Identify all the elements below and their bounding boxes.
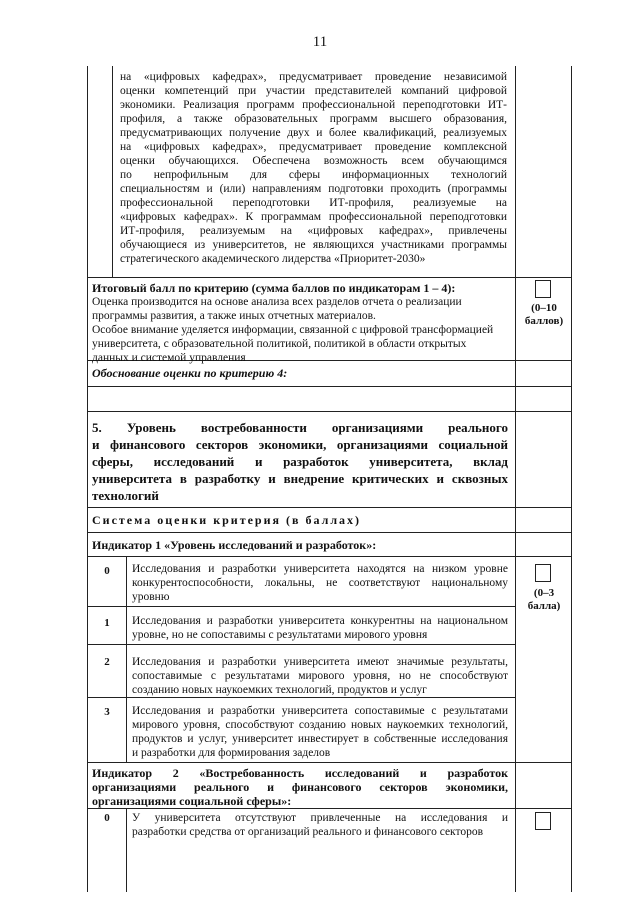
intro-line: профиля, а также образовательных программ высшего образования, bbox=[120, 113, 507, 125]
section5-heading-line: технологий bbox=[92, 488, 159, 503]
section5-heading-line: университета в разработку и внедрение критических и сквозных bbox=[92, 471, 508, 486]
intro-line: по непрофильным для сферы информационных технологий bbox=[120, 169, 507, 181]
intro-line: предусматривающих получение двух и более квалификаций, реализуемых bbox=[120, 127, 507, 139]
row-text-line: Исследования и разработки университета имеют значимые результаты, bbox=[132, 656, 508, 668]
indicator2-title-line: Индикатор 2 «Востребованность исследований и разработок bbox=[92, 766, 508, 780]
indicator2-score-0: 0 bbox=[104, 812, 110, 824]
intro-line: «цифровых кафедрах». К программам профессиональной переподготовки bbox=[120, 211, 507, 223]
intro-line: на «цифровых кафедрах», предусматривает проведение комплексной bbox=[120, 141, 507, 153]
total-score-checkbox[interactable] bbox=[535, 280, 551, 298]
indicator1-row-0-text bbox=[132, 562, 508, 604]
row-text-line: и разработки для формирования заделов bbox=[132, 747, 331, 759]
row-text-line: Исследования и разработки университета сопоставимые с результатами bbox=[132, 705, 508, 717]
indicator1-score-0: 0 bbox=[104, 565, 110, 577]
total-score-range-line: (0–10 bbox=[531, 302, 557, 314]
total-score-line: программы развития, а также иных отчетных материалов. bbox=[92, 310, 376, 322]
intro-line: профессиональной переподготовки ИТ-профиля, реализуемые на bbox=[120, 197, 507, 209]
row-text-line: уровню bbox=[132, 591, 170, 603]
total-score-range bbox=[517, 302, 571, 328]
intro-paragraph bbox=[120, 70, 507, 266]
total-score-line: Особое внимание уделяется информации, связанной с цифровой трансформацией bbox=[92, 324, 494, 336]
indicator1-range-line: балла) bbox=[527, 600, 561, 612]
indicator1-row-2-text bbox=[132, 655, 508, 697]
total-score-line: Оценка производится на основе анализа всех разделов отчета о реализации bbox=[92, 296, 462, 308]
row-text-line: Исследования и разработки университета находятся на низком уровне bbox=[132, 563, 508, 575]
indicator1-range-line: (0–3 bbox=[533, 587, 555, 599]
total-score-line: данных и системой управления bbox=[92, 352, 246, 364]
indicator1-range bbox=[517, 587, 571, 613]
intro-line: на «цифровых кафедрах», предусматривает проведение независимой bbox=[120, 71, 507, 83]
indicator2-title-line: организациями социальной сферы»: bbox=[92, 794, 292, 808]
indicator2-checkbox[interactable] bbox=[535, 812, 551, 830]
indicator2-title bbox=[92, 766, 508, 808]
intro-line: оценки обучающихся. Обеспечена возможность всем обучающимся bbox=[120, 155, 507, 167]
justification-label: Обоснование оценки по критерию 4: bbox=[92, 366, 288, 380]
indicator1-score-2: 2 bbox=[104, 656, 110, 668]
row-text-line: конкурентоспособности, локальны, не соответствуют национальному bbox=[132, 577, 508, 589]
intro-line: оценки компетенций при участии представителей компаний цифровой bbox=[120, 85, 507, 97]
section5-heading-line: 5. Уровень востребованности организациями реального bbox=[92, 420, 508, 435]
indicator2-row-0-text bbox=[132, 811, 508, 839]
intro-line: специальностям и (или) направлениям подготовки проходить (программы bbox=[120, 183, 507, 195]
row-text-line: мирового уровня, способствуют созданию новых наукоемких технологий, bbox=[132, 719, 508, 731]
total-score-range-line: баллов) bbox=[524, 315, 564, 327]
intro-line: экономики. Реализация программ профессиональной переподготовки ИТ- bbox=[120, 99, 507, 111]
indicator1-row-1-text bbox=[132, 614, 508, 642]
total-score-description bbox=[92, 295, 512, 365]
indicator1-title: Индикатор 1 «Уровень исследований и разработок»: bbox=[92, 538, 377, 552]
total-score-title: Итоговый балл по критерию (сумма баллов по индикаторам 1 – 4): bbox=[92, 281, 456, 295]
indicator2-title-line: организациями реального и финансового секторов экономики, bbox=[92, 780, 508, 794]
scoring-system-label: Система оценки критерия (в баллах) bbox=[92, 513, 362, 527]
row-text-line: Исследования и разработки университета конкурентны на национальном bbox=[132, 615, 508, 627]
row-text-line: разработки средства от организаций реального и финансового секторов bbox=[132, 826, 484, 838]
row-text-line: уровне, но не сопоставимы с результатами мирового уровня bbox=[132, 629, 428, 641]
row-text-line: сопоставимые с результатами мирового уровня, но не способствуют bbox=[132, 670, 508, 682]
intro-line: ИТ-профиля, реализуемым на «цифровых кафедрах», привлечены bbox=[120, 225, 507, 237]
indicator1-row-3-text bbox=[132, 704, 508, 760]
section5-heading-line: и финансового секторов экономики, организациями социальной bbox=[92, 437, 508, 452]
indicator1-checkbox[interactable] bbox=[535, 564, 551, 582]
page-number: 11 bbox=[312, 34, 328, 50]
intro-line: стратегического академического лидерства «Приоритет-2030» bbox=[120, 253, 426, 265]
section5-heading bbox=[92, 419, 508, 504]
total-score-line: университета, с образовательной политикой, политикой в области открытых bbox=[92, 338, 467, 350]
section5-heading-line: сферы, исследований и разработок университета, вклад bbox=[92, 454, 508, 469]
indicator1-score-1: 1 bbox=[104, 617, 110, 629]
intro-line: обучающиеся из университетов, не являющихся участниками программы bbox=[120, 239, 507, 251]
row-text-line: продуктов и услуг, университет инвестирует в собственные исследования bbox=[132, 733, 508, 745]
indicator1-score-3: 3 bbox=[104, 706, 110, 718]
row-text-line: У университета отсутствуют привлеченные на исследования и bbox=[132, 812, 508, 824]
row-text-line: созданию новых наукоемких технологий, продуктов и услуг bbox=[132, 684, 427, 696]
